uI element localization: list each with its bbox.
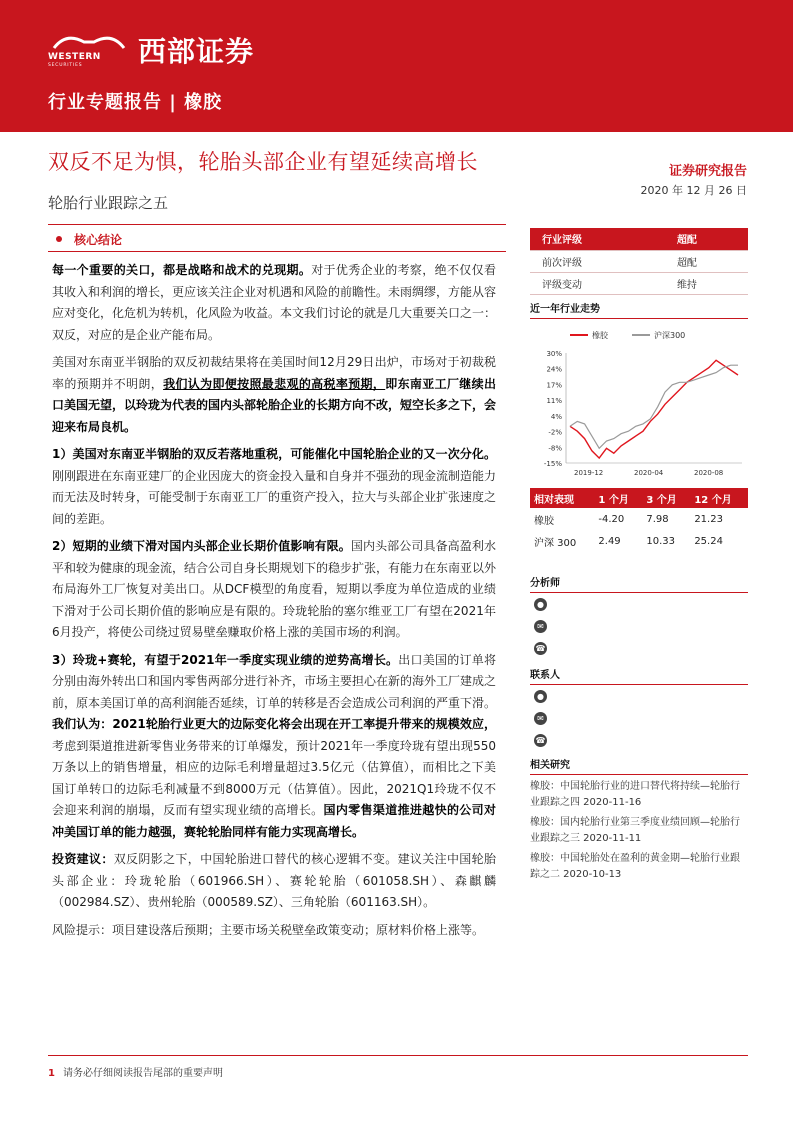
para-text: 考虑到渠道推进新零售业务带来的订单爆发，预计2021年一季度玲珑有望出现550万条以上的销售增量，相应的边际毛利增量超过3.5亿元（估算值），而相比之下美国订单转口的边际毛利减量不到8000万元（估算值）。因此，2021Q1玲珑不仅不会迎来利润的崩塌，反而有望实现业绩的高增长。 — [52, 738, 496, 817]
x-tick-label: 2020-08 — [694, 469, 724, 477]
contact-title: 联系人 — [530, 666, 748, 685]
bull-horns-icon — [48, 30, 130, 52]
contact-section — [530, 666, 748, 751]
brand-en: WESTERN — [48, 52, 101, 62]
bullet-dot-icon — [56, 236, 62, 242]
header-banner — [0, 0, 793, 132]
performance-table — [530, 488, 748, 552]
contact-mail-row — [530, 707, 748, 729]
y-tick-label: -2% — [548, 428, 562, 437]
perf-row — [530, 508, 748, 530]
analyst-title: 分析师 — [530, 574, 748, 593]
analyst-section — [530, 574, 748, 659]
trend-chart-svg — [530, 323, 748, 483]
y-tick-label: 4% — [550, 412, 562, 421]
perf-header-row — [530, 488, 748, 508]
core-conclusion-header — [48, 224, 506, 252]
perf-header: 相对表现 — [530, 488, 594, 508]
mail-icon: ✉ — [534, 620, 547, 633]
para-text: 国内头部公司具备高盈利水平和较为健康的现金流，结合公司自身长期规划下的稳步扩张，有能力在东南亚以外布局海外工厂恢复对美出口。从DCF模型的角度看，短期以季度为单位造成的业绩下滑对于公司长期价值的影响应是有限的。玲珑轮胎的塞尔维亚工厂有望在2021年6月投产，将使公司绕过贸易壁垒赚取价格上涨的美国市场的利润。 — [52, 539, 497, 639]
phone-icon: ☎ — [535, 735, 546, 745]
perf-row — [530, 530, 748, 552]
footer — [48, 1064, 223, 1079]
paragraph — [52, 849, 496, 914]
paragraph — [52, 650, 496, 844]
para-bold: 投资建议： — [52, 852, 114, 866]
brand-en-sub: SECURITIES — [48, 63, 83, 68]
contact-name-row — [530, 685, 748, 707]
rating-table — [530, 228, 748, 295]
footer-disclaimer: 请务必仔细阅读报告尾部的重要声明 — [62, 1068, 223, 1079]
para-bold: 国内零售渠道推进越快的公司对冲美国订单的能力越强，赛轮轮胎同样有能力实现高增长。 — [52, 803, 496, 839]
analyst-phone-row — [530, 637, 748, 659]
rating-row — [530, 250, 748, 272]
rating-row — [530, 272, 748, 294]
rating-row — [530, 228, 748, 250]
perf-cell: 25.24 — [694, 535, 723, 547]
footer-divider — [48, 1055, 748, 1056]
analyst-name-row — [530, 593, 748, 615]
mail-icon: ✉ — [534, 712, 547, 725]
y-tick-label: -15% — [543, 460, 562, 468]
paragraph — [52, 352, 496, 438]
para-bold: 我们认为：2021轮胎行业更大的边际变化将会出现在开工率提升带来的规模效应， — [52, 717, 496, 731]
brand-name: 西部证券 — [138, 35, 255, 68]
para-bold: 每一个重要的关口，都是战略和战术的兑现期。 — [52, 263, 312, 277]
series-line-1 — [570, 365, 738, 448]
perf-header: 3 个月 — [642, 488, 690, 508]
person-icon: ● — [534, 598, 547, 611]
rating-value: 维持 — [665, 272, 748, 294]
report-type: 行业专题报告 | 橡胶 — [48, 92, 223, 113]
section-label: 核心结论 — [74, 233, 123, 247]
perf-cell: 2.49 — [598, 535, 621, 547]
rating-key: 行业评级 — [530, 228, 665, 250]
legend-label: 橡胶 — [592, 331, 608, 340]
analyst-mail-row — [530, 615, 748, 637]
rating-value: 超配 — [665, 228, 748, 250]
para-text: 美国对东南亚半钢胎的双反初裁结果将在美国时间12月29日出炉，市场对于初裁税率的预期并不明朗， — [52, 355, 496, 391]
contact-phone-row — [530, 729, 748, 751]
para-bold-underline: 我们认为即便按照最悲观的高税率预期， — [163, 376, 386, 391]
chart-title: 近一年行业走势 — [530, 300, 748, 319]
para-bold: 3）玲珑+赛轮，有望于2021年一季度实现业绩的逆势高增长。 — [52, 652, 399, 667]
y-tick-label: 17% — [546, 381, 562, 390]
rating-key: 评级变动 — [530, 272, 665, 294]
page-number: 1 — [48, 1068, 55, 1079]
y-tick-label: 24% — [546, 365, 562, 374]
x-tick-label: 2020-04 — [634, 469, 664, 477]
report-date: 2020 年 12 月 26 日 — [640, 184, 747, 197]
y-tick-label: 11% — [546, 397, 562, 406]
legend-label: 沪深300 — [654, 331, 686, 340]
perf-header: 12 个月 — [690, 488, 748, 508]
report-subtitle: 轮胎行业跟踪之五 — [48, 194, 169, 212]
y-tick-label: -8% — [548, 444, 562, 453]
related-item[interactable]: 橡胶：国内轮胎行业第三季度业绩回顾—轮胎行业跟踪之三 2020-11-11 — [530, 817, 740, 844]
para-text: 刚刚跟进在东南亚建厂的企业因庞大的资金投入量和自身并不强劲的现金流制造能力而无法及时转身，可能受制于东南亚工厂的重资产投入，拉大与头部企业扩张速度之间的差距。 — [52, 468, 497, 526]
body-content — [52, 260, 496, 947]
perf-cell: 沪深 300 — [534, 537, 577, 549]
paragraph — [52, 444, 496, 530]
para-text: 双反阴影之下，中国轮胎进口替代的核心逻辑不变。建议关注中国轮胎头部企业：玲珑轮胎（601966.SH）、赛轮轮胎（601058.SH）、森麒麟（002984.SZ）、贵州轮胎（000589.SZ）、三角轮胎（601163.SH）。 — [52, 852, 496, 909]
risk-text: 风险提示：项目建设落后预期；主要市场关税壁垒政策变动；原材料价格上涨等。 — [52, 922, 485, 937]
report-label: 证券研究报告 — [668, 164, 747, 179]
perf-cell: 7.98 — [646, 513, 669, 525]
rating-value: 超配 — [665, 250, 748, 272]
paragraph — [52, 536, 496, 644]
para-bold: 即东南亚工厂继续出口美国无望，以玲珑为代表的国内头部轮胎企业的长期方向不改，短空长多之下，会迎来布局良机。 — [52, 376, 497, 434]
perf-cell: 10.33 — [646, 535, 675, 547]
phone-icon: ☎ — [535, 643, 546, 653]
rating-panel — [530, 228, 748, 295]
para-text: 对于优秀企业的考察，绝不仅仅看其收入和利润的增长，更应该关注企业对机遇和风险的前瞻性。未雨绸缪，方能从容应对变化，化危机为转机，化风险为收益。本文我们讨论的就是几大重要关口之一：双反，对应的是企业产能布局。 — [52, 263, 497, 342]
para-bold: 1）美国对东南亚半钢胎的双反若落地重税，可能催化中国轮胎企业的又一次分化。 — [52, 447, 496, 461]
perf-cell: -4.20 — [598, 513, 625, 525]
related-research — [530, 756, 748, 883]
para-text: 出口美国的订单将分别由海外转出口和国内零售两部分进行补齐，市场主要担心在新的海外工厂建成之前，原本美国订单的高利润能否延续，订单的转移是否会造成公司利润的严重下滑。 — [52, 652, 497, 710]
related-title: 相关研究 — [530, 756, 748, 775]
trend-chart — [530, 300, 748, 483]
x-tick-label: 2019-12 — [574, 469, 604, 477]
perf-header: 1 个月 — [594, 488, 642, 508]
related-item[interactable]: 橡胶：中国轮胎行业的进口替代将持续—轮胎行业跟踪之四 2020-11-16 — [530, 781, 740, 808]
rating-key: 前次评级 — [530, 250, 665, 272]
paragraph — [52, 920, 496, 942]
report-title: 双反不足为惧，轮胎头部企业有望延续高增长 — [48, 150, 478, 174]
y-tick-label: 30% — [546, 350, 562, 358]
para-bold: 2）短期的业绩下滑对国内头部企业长期价值影响有限。 — [52, 539, 351, 553]
bull-logo-icon — [48, 30, 130, 70]
perf-cell: 21.23 — [694, 513, 723, 525]
series-line-0 — [570, 360, 738, 458]
person-icon: ● — [534, 690, 547, 703]
brand-logo — [48, 30, 254, 70]
related-item[interactable]: 橡胶：中国轮胎处在盈利的黄金期—轮胎行业跟踪之二 2020-10-13 — [530, 853, 740, 880]
perf-cell: 橡胶 — [534, 515, 554, 527]
paragraph — [52, 260, 496, 346]
